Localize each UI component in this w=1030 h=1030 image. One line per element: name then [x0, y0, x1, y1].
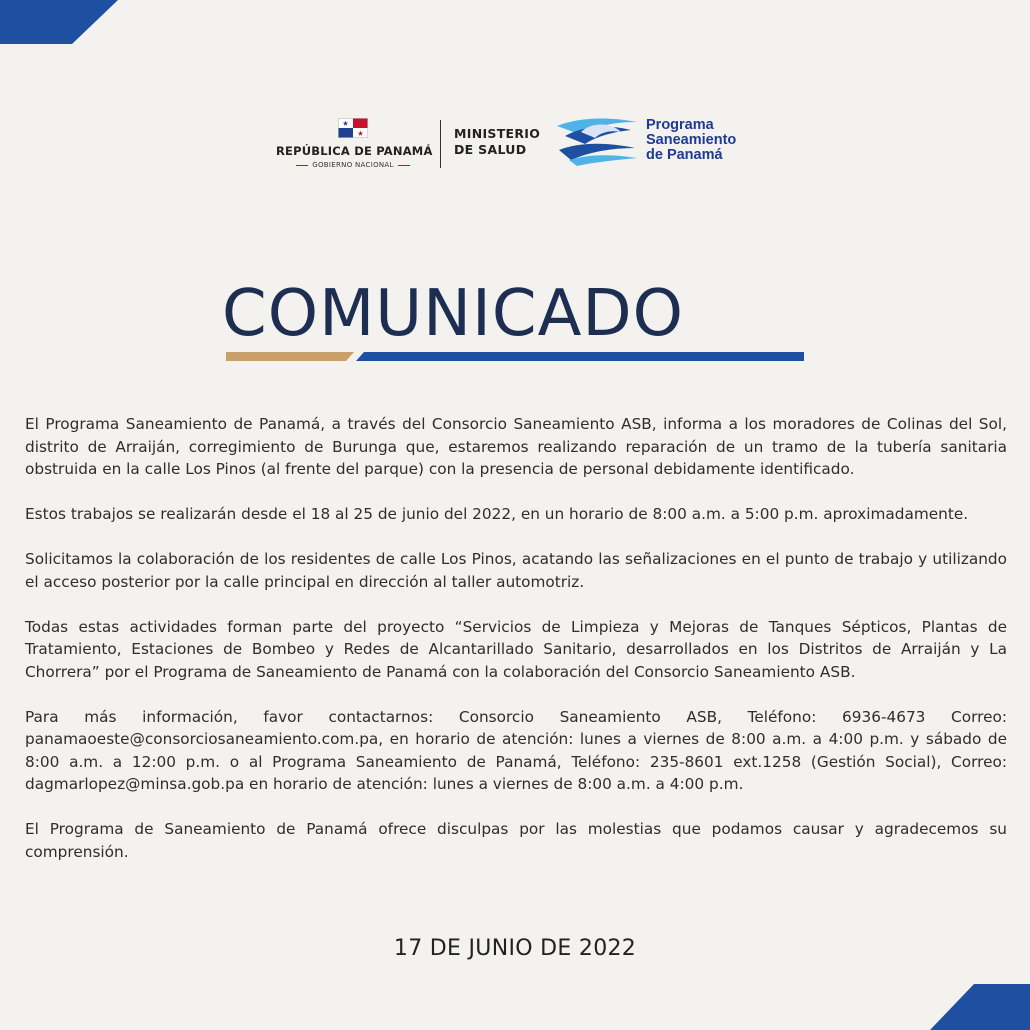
paragraph-apology: El Programa de Saneamiento de Panamá ofrece disculpas por las molestias que podamos causar y agradecemos su comprensión.: [25, 820, 1007, 861]
page-title: COMUNICADO: [222, 277, 684, 351]
program-line-3: de Panamá: [646, 147, 723, 163]
paragraph-project: Todas estas actividades forman parte del proyecto “Servicios de Limpieza y Mejoras de Tanques Sépticos, Plantas de Tratamiento, Estaciones de Bombeo y Redes de Alcantarillado Sanitario, desarrollados en los Distritos de Arraiján y La Chorrera” por el Programa de Saneamiento de Panamá con la colaboración del Consorcio Saneamiento ASB.: [25, 617, 1007, 681]
paragraph-request: Solicitamos la colaboración de los residentes de calle Los Pinos, acatando las señalizaciones en el punto de trabajo y utilizando el acceso posterior por la calle principal en dirección al taller automotriz.: [25, 550, 1007, 591]
ministry-logo: [454, 126, 540, 158]
title-underline-bars: [226, 352, 806, 362]
gov-subtitle: [276, 161, 430, 169]
corner-decoration-top-left: [0, 0, 120, 46]
program-name: [646, 118, 736, 163]
gov-title: REPÚBLICA DE PANAMÁ: [276, 144, 433, 158]
paragraph-contact: Para más información, favor contactarnos: Consorcio Saneamiento ASB, Teléfono: 6936-4673 Correo: panamaoeste@consorciosaneamiento.com.pa, en horario de atención: lunes a viernes de 8:00 a.m. a 4:00 p.m. y sábado de 8:00 a.m. a 12:00 p.m. o al Programa Saneamiento de Panamá, Teléfono: 235-8601 ext.1258 (Gestión Social), Correo: dagmarlopez@minsa.gob.pa en horario de atención: lunes a viernes de 8:00 a.m. a 4:00 p.m.: [25, 707, 1007, 793]
ministry-line-1: MINISTERIO: [454, 126, 541, 141]
program-line-2: Saneamiento: [646, 132, 737, 148]
dolphin-wave-icon: [555, 116, 641, 166]
ministry-line-2: DE SALUD: [454, 142, 527, 157]
panama-flag-icon: [338, 118, 368, 138]
program-line-1: Programa: [646, 117, 714, 133]
corner-decoration-bottom-right: [930, 984, 1030, 1030]
gov-subtitle-text: GOBIERNO NACIONAL: [312, 161, 394, 169]
header-divider: [440, 120, 441, 168]
paragraph-schedule: Estos trabajos se realizarán desde el 18 al 25 de junio del 2022, en un horario de 8:00 a.m. a 5:00 p.m. aproximadamente.: [25, 505, 969, 523]
paragraph-intro: El Programa Saneamiento de Panamá, a través del Consorcio Saneamiento ASB, informa a los moradores de Colinas del Sol, distrito de Arraiján, corregimiento de Burunga que, estaremos realizando reparación de un tramo de la tubería sanitaria obstruida en la calle Los Pinos (al frente del parque) con la presencia de personal debidamente identificado.: [25, 415, 1007, 478]
communique-body: [25, 413, 1007, 886]
government-logo: [276, 118, 433, 169]
communique-date: 17 DE JUNIO DE 2022: [393, 936, 637, 961]
